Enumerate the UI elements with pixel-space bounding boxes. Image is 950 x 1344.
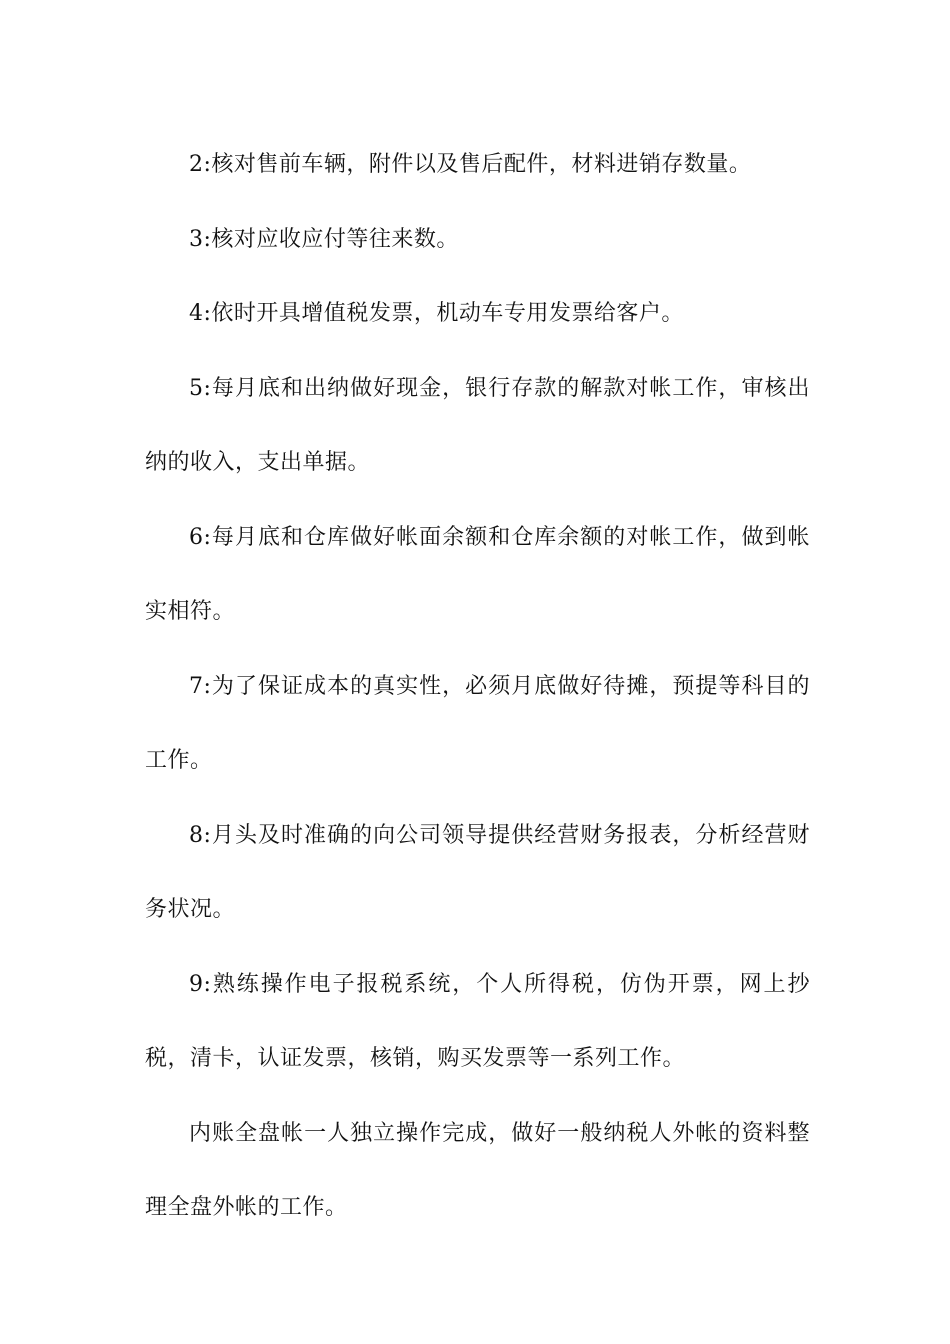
paragraph-item-4: 4:依时开具增值税发票，机动车专用发票给客户。 [189, 301, 684, 326]
paragraph-item-5: 5:每月底和出纳做好现金，银行存款的解款对帐工作，审核出纳的收入，支出单据。 [145, 375, 810, 475]
document-body [145, 128, 810, 1246]
paragraph-item-9: 9:熟练操作电子报税系统，个人所得税，仿伪开票，网上抄税，清卡，认证发票，核销，购买发票等一系列工作。 [145, 971, 810, 1071]
paragraph-item-7: 7:为了保证成本的真实性，必须月底做好待摊，预提等科目的工作。 [145, 673, 810, 773]
paragraph-item-6: 6:每月底和仓库做好帐面余额和仓库余额的对帐工作，做到帐实相符。 [145, 524, 810, 624]
paragraph-item-3: 3:核对应收应付等往来数。 [189, 226, 459, 252]
paragraph-item-8: 8:月头及时准确的向公司领导提供经营财务报表，分析经营财务状况。 [145, 822, 810, 922]
paragraph-internal-accounts: 内账全盘帐一人独立操作完成，做好一般纳税人外帐的资料整理全盘外帐的工作。 [145, 1120, 810, 1220]
paragraph-item-2: 2:核对售前车辆，附件以及售后配件，材料进销存数量。 [189, 152, 752, 177]
